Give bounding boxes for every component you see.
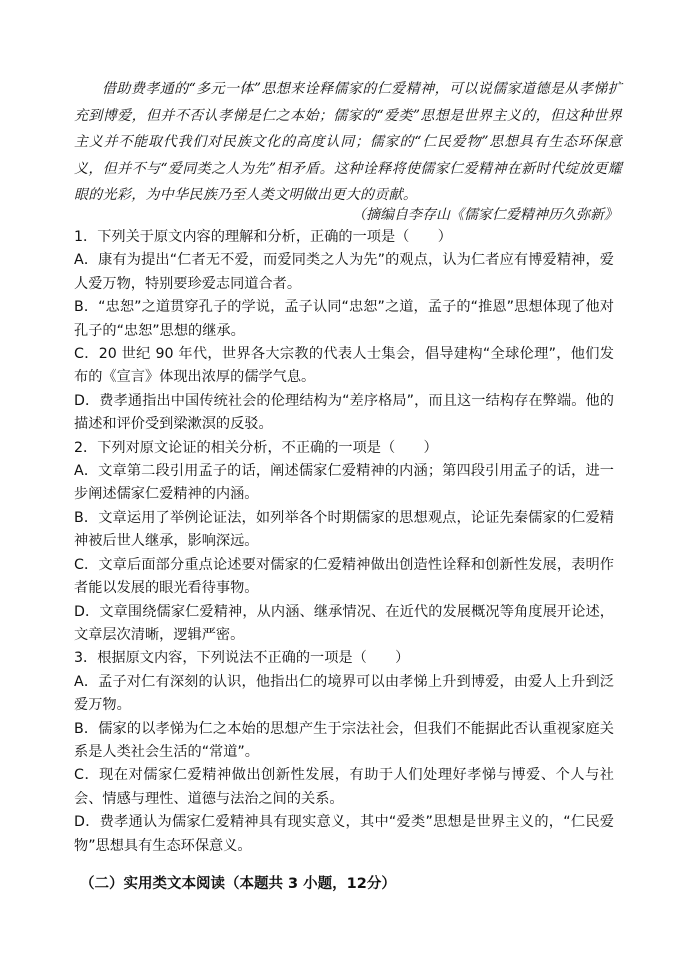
option-c: C．20 世纪 90 年代，世界各大宗教的代表人士集会，倡导建构“全球伦理”，他们发布的《宣言》体现出浓厚的儒学气息。 [74, 346, 614, 386]
option-a: A．文章第二段引用孟子的话，阐述儒家仁爱精神的内涵；第四段引用孟子的话，进一步阐述儒家仁爱精神的内涵。 [74, 463, 614, 503]
option-c: C．文章后面部分重点论述要对儒家的仁爱精神做出创造性诠释和创新性发展，表明作者能以发展的眼光看待事物。 [74, 556, 614, 597]
question-1 [74, 226, 614, 437]
question-2 [74, 437, 614, 648]
passage-source: （摘编自李存山《儒家仁爱精神历久弥新》 [352, 207, 618, 223]
option-b: B．“忠恕”之道贯穿孔子的学说，孟子认同“忠恕”之道，孟子的“推恩”思想体现了他对孔子的“忠恕”思想的继承。 [74, 299, 614, 339]
question-stem: 1．下列关于原文内容的理解和分析，正确的一项是（ ） [74, 229, 452, 245]
option-b: B．文章运用了举例论证法，如列举各个时期儒家的思想观点，论证先秦儒家的仁爱精神被后世人继承，影响深远。 [74, 509, 614, 550]
option-c: C．现在对儒家仁爱精神做出创新性发展，有助于人们处理好孝悌与博爱、个人与社会、情感与理性、道德与法治之间的关系。 [74, 767, 614, 807]
question-3 [74, 647, 614, 858]
question-list [74, 226, 614, 858]
option-b: B．儒家的以孝悌为仁之本始的思想产生于宗法社会，但我们不能据此否认重视家庭关系是人类社会生活的“常道”。 [74, 720, 614, 760]
question-stem: 3．根据原文内容，下列说法不正确的一项是（ ） [74, 650, 410, 667]
section-heading: （二）实用类文本阅读（本题共 3 小题，12分） [80, 876, 396, 892]
option-d: D．费孝通认为儒家仁爱精神具有现实意义，其中“爱类”思想是世界主义的，“仁民爱物”思想具有生态环保意义。 [74, 814, 614, 854]
question-stem: 2．下列对原文论证的相关分析，不正确的一项是（ ） [74, 439, 438, 456]
option-d: D．文章围绕儒家仁爱精神，从内涵、继承情况、在近代的发展概况等角度展开论述，文章层次清晰，逻辑严密。 [74, 603, 614, 643]
passage-paragraph: 借助费孝通的“多元一体”思想来诠释儒家的仁爱精神，可以说儒家道德是从孝悌扩充到博爱，但并不否认孝悌是仁之本始；儒家的“爱类”思想是世界主义的，但这种世界主义并不能取代我们对民族文化的高度认同；儒家的“仁民爱物”思想具有生态环保意义，但并不与“爱同类之人为先”相矛盾。这种诠释将使儒家仁爱精神在新时代绽放更耀眼的光彩，为中华民族乃至人类文明做出更大的贡献。 [74, 81, 622, 203]
option-d: D．费孝通指出中国传统社会的伦理结构为“差序格局”，而且这一结构存在弊端。他的描述和评价受到梁漱溟的反驳。 [74, 392, 614, 433]
option-a: A．孟子对仁有深刻的认识，他指出仁的境界可以由孝悌上升到博爱，由爱人上升到泛爱万物。 [74, 673, 614, 714]
option-a: A．康有为提出“仁者无不爱，而爱同类之人为先”的观点，认为仁者应有博爱精神，爱人爱万物，特别要珍爱志同道合者。 [74, 252, 614, 292]
